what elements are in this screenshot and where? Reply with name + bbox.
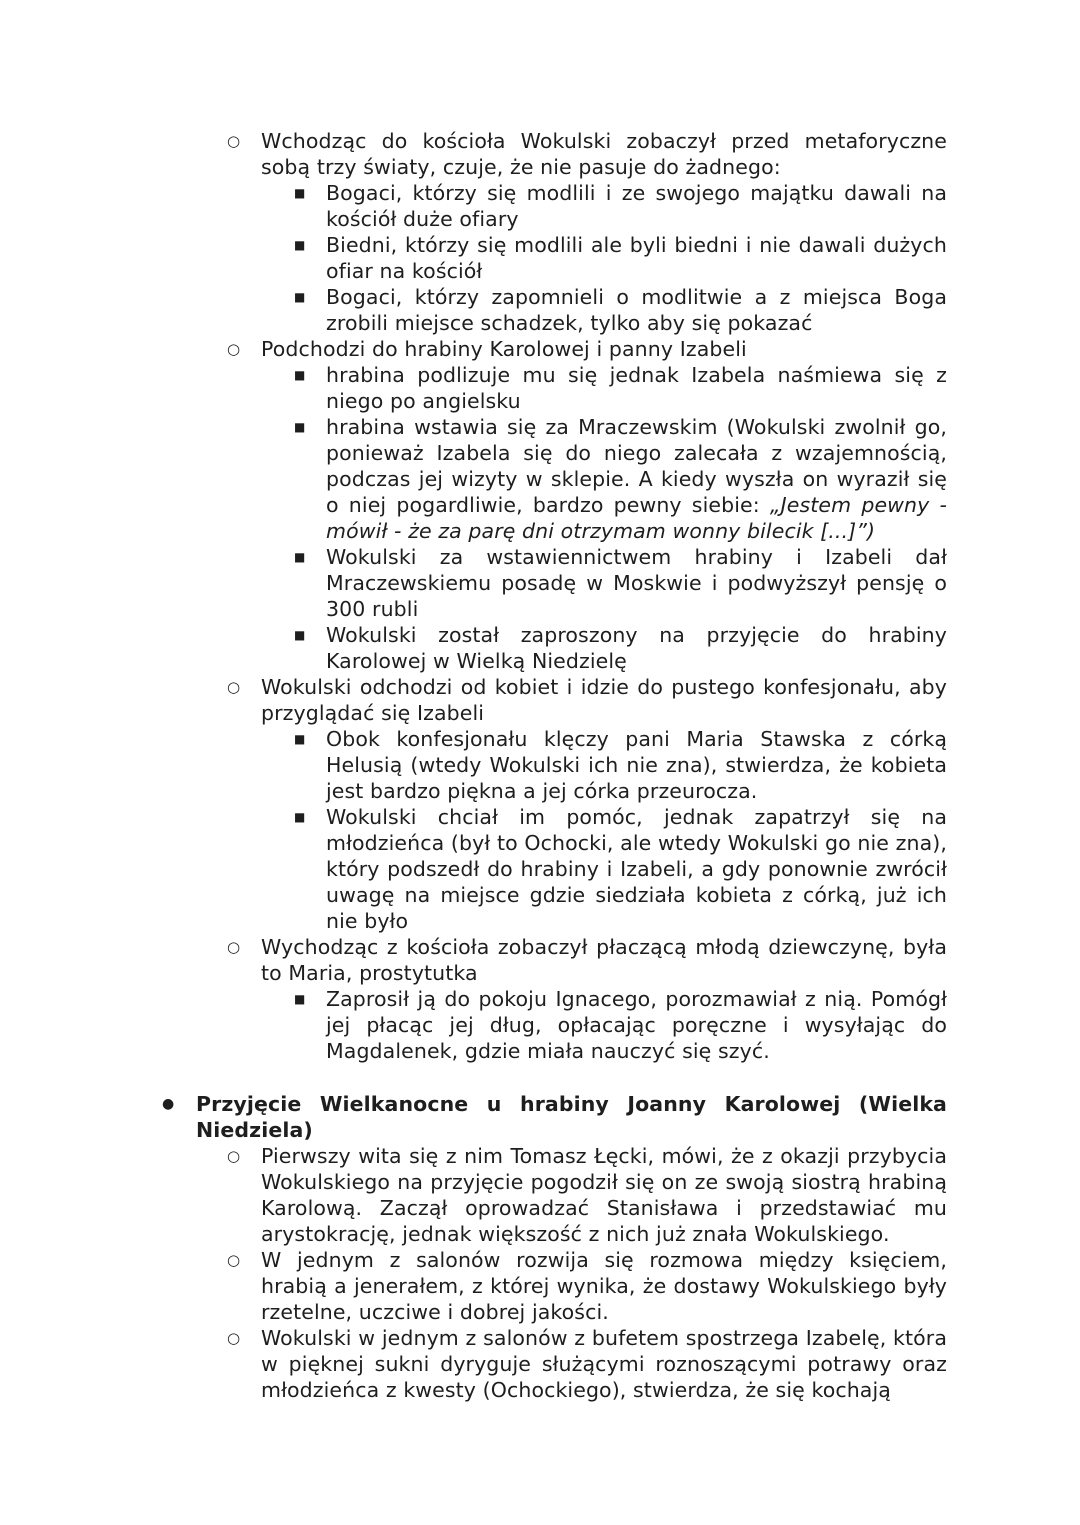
list-item-text: hrabina wstawia się za Mraczewskim (Wokulski zwolnił go, ponieważ Izabela się do niego zalecała z wzajemnością, podczas jej wizyty w sklepie. A kiedy wyszła on wyraził się o niej pogardliwie, bardzo pewny siebie:	[326, 415, 947, 517]
square-bullet-icon: ■	[294, 238, 306, 252]
list-item	[294, 414, 948, 544]
list-item	[294, 544, 947, 622]
list-item-text: Pierwszy wita się z nim Tomasz Łęcki, mówi, że z okazji przybycia Wokulskiego na przyjęcie pogodził się on ze swoją siostrą hrabiną Karolową. Zaczął oprowadzać Stanisława i przedstawiać mu arystokrację, jednak większość z nich już znała Wokulskiego.	[261, 1144, 947, 1246]
hollow-bullet-icon: ○	[227, 1251, 241, 1269]
hollow-bullet-icon: ○	[227, 340, 241, 358]
hollow-bullet-icon: ○	[227, 1329, 241, 1347]
filled-bullet-icon: ●	[162, 1096, 175, 1112]
section-heading-text: Przyjęcie Wielkanocne u hrabiny Joanny Karolowej (Wielka Niedziela)	[196, 1092, 947, 1142]
quote-text: „Jestem pewny - mówił - że za parę dni otrzymam wonny bilecik [...]”)	[326, 493, 948, 543]
list-item-text: Wokulski odchodzi od kobiet i idzie do pustego konfesjonału, aby przyglądać się Izabeli	[261, 675, 947, 725]
square-bullet-icon: ■	[294, 290, 306, 304]
hollow-bullet-icon: ○	[227, 678, 241, 696]
list-item	[294, 726, 947, 804]
list-item	[227, 934, 947, 986]
square-bullet-icon: ■	[294, 368, 306, 382]
hollow-bullet-icon: ○	[227, 132, 241, 150]
document-page	[0, 128, 1080, 1403]
list-item-text: Zaprosił ją do pokoju Ignacego, porozmawiał z nią. Pomógł jej płacąc jej dług, opłacając poręczne i wysyłając do Magdalenek, gdzie miała nauczyć się szyć.	[326, 987, 947, 1063]
list-item-text: Bogaci, którzy zapomnieli o modlitwie a z miejsca Boga zrobili miejsce schadzek, tylko aby się pokazać	[326, 285, 947, 335]
list-item	[227, 336, 947, 362]
list-item	[227, 1325, 947, 1403]
square-bullet-icon: ■	[294, 732, 306, 746]
section-spacer	[0, 1064, 1080, 1091]
square-bullet-icon: ■	[294, 810, 306, 824]
section-heading	[162, 1091, 947, 1143]
list-item	[294, 362, 947, 414]
list-item-text: hrabina podlizuje mu się jednak Izabela naśmiewa się z niego po angielsku	[326, 363, 947, 413]
list-item	[294, 284, 947, 336]
square-bullet-icon: ■	[294, 186, 306, 200]
list-item	[294, 986, 947, 1064]
list-item	[294, 622, 947, 674]
list-item-text: Wychodząc z kościoła zobaczył płaczącą młodą dziewczynę, była to Maria, prostytutka	[261, 935, 947, 985]
list-item	[294, 232, 947, 284]
list-item	[227, 1247, 947, 1325]
list-item-text: Wokulski został zaproszony na przyjęcie do hrabiny Karolowej w Wielką Niedzielę	[326, 623, 947, 673]
list-item-text: Biedni, którzy się modlili ale byli biedni i nie dawali dużych ofiar na kościół	[326, 233, 947, 283]
hollow-bullet-icon: ○	[227, 938, 241, 956]
list-item	[294, 180, 947, 232]
square-bullet-icon: ■	[294, 420, 306, 434]
square-bullet-icon: ■	[294, 992, 306, 1006]
list-item-text: Wchodząc do kościoła Wokulski zobaczył przed metaforyczne sobą trzy światy, czuje, że nie pasuje do żadnego:	[261, 129, 947, 179]
list-item-text: Wokulski w jednym z salonów z bufetem spostrzega Izabelę, która w pięknej sukni dyryguje służącymi roznoszącymi potrawy oraz młodzieńca z kwesty (Ochockiego), stwierdza, że się kochają	[261, 1326, 947, 1402]
list-item-text: Wokulski chciał im pomóc, jednak zapatrzył się na młodzieńca (był to Ochocki, ale wtedy Wokulski go nie zna), który podszedł do hrabiny i Izabeli, a gdy ponownie zwrócił uwagę na miejsce gdzie siedziała kobieta z córką, już ich nie było	[326, 805, 947, 933]
list-item-text: Podchodzi do hrabiny Karolowej i panny Izabeli	[261, 337, 747, 361]
list-item	[227, 128, 947, 180]
list-item	[227, 674, 947, 726]
list-item-text: Obok konfesjonału klęczy pani Maria Stawska z córką Helusią (wtedy Wokulski ich nie zna), stwierdza, że kobieta jest bardzo piękna a jej córka przeurocza.	[326, 727, 947, 803]
list-item	[294, 804, 947, 934]
list-item	[227, 1143, 947, 1247]
list-item-text: W jednym z salonów rozwija się rozmowa między księciem, hrabią a jenerałem, z której wynika, że dostawy Wokulskiego były rzetelne, uczciwe i dobrej jakości.	[261, 1248, 947, 1324]
list-item-text: Bogaci, którzy się modlili i ze swojego majątku dawali na kościół duże ofiary	[326, 181, 947, 231]
list-item-text: Wokulski za wstawiennictwem hrabiny i Izabeli dał Mraczewskiemu posadę w Moskwie i podwyższył pensję o 300 rubli	[326, 545, 947, 621]
hollow-bullet-icon: ○	[227, 1147, 241, 1165]
square-bullet-icon: ■	[294, 550, 306, 564]
square-bullet-icon: ■	[294, 628, 306, 642]
